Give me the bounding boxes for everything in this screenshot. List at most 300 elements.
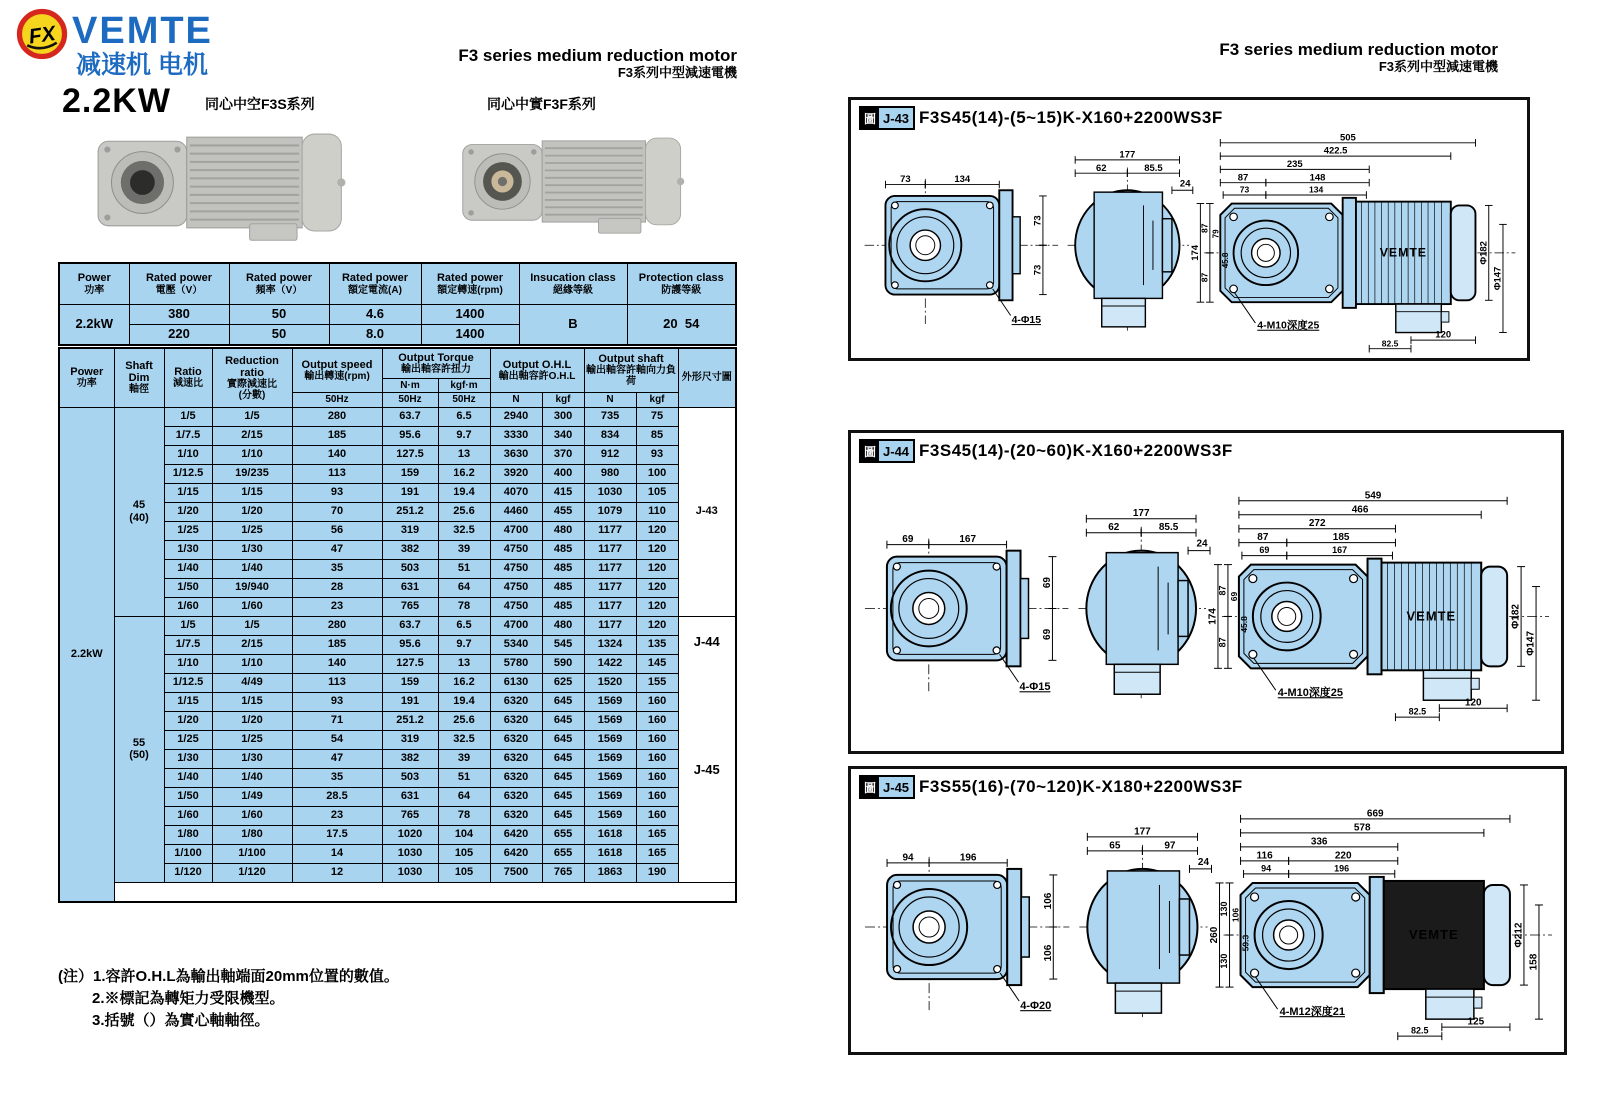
spec-cell: 1/80 [212,825,292,844]
col-shaft-n: N [584,392,636,407]
spec-cell: 35 [292,768,382,787]
dim-label: 422.5 [1323,145,1348,157]
dim-label: 106 [1042,944,1054,962]
spec-cell: 35 [292,559,382,578]
flange [999,190,1012,300]
drawing-title: F3S45(14)-(5~15)K-X160+2200WS3F [919,108,1223,127]
dim-label: Φ182 [1478,241,1490,265]
spec-cell: 415 [542,483,584,502]
dim-label: 82.5 [1408,706,1427,717]
product-photo-solid [460,124,700,243]
dim-label: 260 [1209,926,1221,944]
spec-cell: 1569 [584,692,636,711]
spec-cell: 13 [438,654,490,673]
spec-cell: 6320 [490,711,542,730]
spec-cell: 160 [636,711,678,730]
spec-cell: 1/5 [164,407,212,426]
logo-glyph: FX [27,22,57,49]
terminal-box [1426,989,1474,1019]
dim-label: 120 [1464,697,1482,709]
spec-filler-cell [114,882,736,902]
spec-cell: 78 [438,806,490,825]
spec-cell: 2/15 [212,635,292,654]
motor-flange [1370,877,1384,993]
spec-cell: 16.2 [438,673,490,692]
spec-cell: 39 [438,749,490,768]
spec-cell: 1/80 [164,825,212,844]
terminal-box [1396,304,1442,332]
spec-cell: 100 [636,464,678,483]
spec-cell: 28.5 [292,787,382,806]
spec-cell: 1/30 [164,540,212,559]
spec-cell: 1/40 [164,559,212,578]
rating-cell: 1400 [421,305,519,325]
spec-cell: 4750 [490,597,542,616]
spec-cell: 95.6 [382,635,438,654]
spec-cell: 4750 [490,559,542,578]
bolt-hole [994,881,1001,888]
drawing-panel-j44 [848,430,1564,754]
shaft-center [498,177,507,186]
badge-glyph: 圖 [861,777,879,797]
footnotes [58,966,488,1031]
tap-callout: 4-M10深度25 [1277,687,1343,700]
spec-cell: 1520 [584,673,636,692]
bolt-callout: 4-Φ20 [1020,1000,1052,1013]
spec-cell: 7500 [490,863,542,882]
spec-cell: 1177 [584,597,636,616]
spec-cell: 1/60 [212,806,292,825]
spec-cell: 625 [542,673,584,692]
spec-cell: 1/60 [164,597,212,616]
bolt-hole [468,149,474,155]
spec-cell: 645 [542,806,584,825]
terminal-box [1114,664,1160,694]
bolt-hole [993,563,1000,570]
spec-cell: 1177 [584,521,636,540]
spec-cell: 645 [542,787,584,806]
shaft-dim-cell: 45 (40) [114,407,164,616]
dim-label: Φ147 [1492,266,1504,291]
spec-cell: 503 [382,559,438,578]
spec-cell: 251.2 [382,711,438,730]
spec-cell: 127.5 [382,654,438,673]
dim-label: 177 [1132,508,1150,520]
dim-label: 177 [1134,826,1151,838]
col-ohl-kgf: kgf [542,392,584,407]
spec-cell: 160 [636,692,678,711]
dim-label: 45.8 [1238,616,1249,633]
spec-table-body [59,407,736,902]
drawing-j43-svg [857,128,1521,354]
page-header-right [1190,40,1498,74]
spec-cell: 1/15 [212,483,292,502]
spec-cell: 2940 [490,407,542,426]
outline-ref-bottom: J-45 [693,761,720,777]
spec-cell: 6320 [490,768,542,787]
spec-cell: 4460 [490,502,542,521]
spec-cell: 105 [636,483,678,502]
bolt-hole [1230,285,1238,293]
solid-shaft-motor-image [460,124,700,238]
spec-cell: 93 [292,692,382,711]
dim-label: 196 [959,852,977,864]
spec-cell: 319 [382,730,438,749]
badge-glyph: 圖 [861,108,879,128]
figure-badge [859,106,915,130]
spec-cell: 191 [382,692,438,711]
end-stud [677,178,684,185]
spec-cell: 1618 [584,825,636,844]
bolt-hole [894,881,901,888]
bolt-hole [1350,650,1358,658]
rating-cell: 8.0 [329,325,421,346]
spec-cell: 6420 [490,844,542,863]
spec-cell: 185 [292,426,382,445]
col-ratio: Ratio 減速比 [164,348,212,407]
spec-cell: 1020 [382,825,438,844]
ratings-row-380 [59,305,736,325]
spec-cell: 1/25 [212,521,292,540]
spec-cell: 980 [584,464,636,483]
spec-cell: 51 [438,768,490,787]
figure-badge [859,775,915,799]
spec-cell: 160 [636,806,678,825]
spec-cell: 1422 [584,654,636,673]
motor-end-cap [302,134,341,231]
spec-cell: 1/10 [212,445,292,464]
spec-cell: 1/120 [212,863,292,882]
dim-label: 62 [1095,162,1107,174]
bolt-hole [986,202,993,209]
spec-cell: 127.5 [382,445,438,464]
dim-label: 97 [1164,840,1176,852]
spec-cell: 113 [292,464,382,483]
spec-cell: 300 [542,407,584,426]
spec-cell: 12 [292,863,382,882]
dim-label: 177 [1119,149,1136,161]
spec-cell: 485 [542,559,584,578]
spec-cell: 71 [292,711,382,730]
col-output-speed: Output speed 輸出轉速(rpm) [292,348,382,392]
spec-cell: 1/25 [164,521,212,540]
spec-cell: 70 [292,502,382,521]
ratings-table [58,262,737,346]
bolt-hole [174,146,180,152]
spec-cell: 370 [542,445,584,464]
col-nm-50hz: 50Hz [382,392,438,407]
spec-cell: 645 [542,692,584,711]
spec-cell: 485 [542,597,584,616]
drawing-j44-svg [857,461,1555,747]
spec-cell: 9.7 [438,426,490,445]
spec-cell: 56 [292,521,382,540]
dim-label: 82.5 [1381,338,1399,349]
badge-code: J-44 [879,441,913,461]
spec-cell: 1/5 [212,407,292,426]
spec-cell: 1079 [584,502,636,521]
spec-cell: 503 [382,768,438,787]
spec-cell: 160 [636,768,678,787]
spec-cell: 1/50 [164,787,212,806]
dim-label: 82.5 [1411,1025,1429,1036]
spec-cell: 23 [292,806,382,825]
spec-cell: 645 [542,768,584,787]
motor-end-cap [1451,205,1476,300]
flange [1007,869,1021,985]
motor-body [542,141,645,222]
spec-cell: 1569 [584,787,636,806]
badge-code: J-43 [879,108,913,128]
note-line-3: 3.括號（）為實心軸軸徑。 [92,1011,270,1029]
terminal-box [1102,298,1146,326]
spec-cell: 251.2 [382,502,438,521]
spec-cell: 1/15 [164,692,212,711]
dim-label: Φ147 [1525,630,1537,656]
spec-cell: 1/25 [212,730,292,749]
dim-label: 158 [1528,953,1540,971]
spec-cell: 120 [636,559,678,578]
spec-table [58,347,737,903]
bolt-hole [892,282,899,289]
col-reduction: Reduction ratio 實際減速比 (分數) [212,348,292,407]
dim-label: 87 [1199,272,1210,283]
dim-label: 59.3 [1240,934,1251,952]
gearcase [1239,565,1368,669]
spec-cell: 1/30 [212,749,292,768]
spec-cell: 16.2 [438,464,490,483]
dim-label: 69 [902,534,914,546]
assembly-view [1209,808,1552,1040]
spec-cell: 19/235 [212,464,292,483]
spec-cell: 23 [292,597,382,616]
spec-cell: 340 [542,426,584,445]
spec-cell: 319 [382,521,438,540]
dim-label: 73 [1032,264,1044,276]
spec-cell: 165 [636,825,678,844]
spec-cell: 1177 [584,616,636,635]
dim-label: 196 [1334,863,1350,874]
spec-cell: 160 [636,730,678,749]
drawing-j45-svg [857,797,1558,1048]
col-frequency: Rated power 頻率（V） [229,263,329,305]
spec-cell: 113 [292,673,382,692]
col-shaft-kgf: kgf [636,392,678,407]
motor-flange [1343,198,1356,308]
col-speed: Rated power 額定轉速(rpm) [421,263,519,305]
cable-gland [1471,678,1479,689]
spec-filler-row [59,882,736,902]
dim-label: 134 [954,174,971,186]
gearcase [887,557,1007,661]
spec-cell: 1/100 [164,844,212,863]
dim-label: 87 [1257,532,1269,544]
spec-cell: 1/40 [164,768,212,787]
spec-cell: 120 [636,616,678,635]
bolt-callout: 4-Φ15 [1019,681,1051,694]
col-voltage: Rated power 電壓（V） [129,263,229,305]
col-ohl-n: N [490,392,542,407]
spec-cell: 85 [636,426,678,445]
terminal-box [598,218,640,233]
spec-header-row1 [59,348,736,378]
dim-label: 578 [1353,822,1371,834]
bolt-hole [1249,650,1257,658]
spec-cell: 78 [438,597,490,616]
spec-cell: 1/100 [212,844,292,863]
rating-cell: 50 [229,325,329,346]
spec-power-cell: 2.2kW [59,407,114,902]
spec-cell: 1/10 [212,654,292,673]
col-output-ohl: Output O.H.L 輸出軸容許O.H.L [490,348,584,392]
spec-cell: 104 [438,825,490,844]
spec-cell: 1/49 [212,787,292,806]
spec-cell: 1/30 [164,749,212,768]
spec-cell: 645 [542,730,584,749]
front-view [865,534,1068,693]
spec-cell: 1/12.5 [164,673,212,692]
spec-cell: 1/5 [212,616,292,635]
spec-cell: 1/7.5 [164,635,212,654]
spec-cell: 120 [636,540,678,559]
spec-cell: 120 [636,597,678,616]
col-power: Power 功率 [59,263,129,305]
page-header-center [437,46,737,80]
bolt-hole [468,210,474,216]
spec-cell: 655 [542,844,584,863]
spec-cell: 1/60 [212,597,292,616]
dim-label: 167 [1332,545,1348,556]
spec-cell: 735 [584,407,636,426]
spec-cell: 1030 [382,863,438,882]
bolt-hole [1251,893,1259,901]
spec-cell: 1/7.5 [164,426,212,445]
spec-cell: 1/15 [164,483,212,502]
dim-label: 94 [1261,863,1272,874]
panel-title-j45 [859,775,1243,799]
bolt-callout: 4-Φ15 [1011,315,1042,327]
bolt-hole [1230,213,1238,221]
spec-cell: 765 [542,863,584,882]
spec-cell: 655 [542,825,584,844]
spec-cell: 17.5 [292,825,382,844]
spec-cell: 160 [636,749,678,768]
spec-cell: 6320 [490,806,542,825]
spec-cell: 485 [542,578,584,597]
spec-cell: 155 [636,673,678,692]
panel-title-j44 [859,439,1233,463]
bolt-hole [1326,285,1334,293]
spec-cell: 4700 [490,616,542,635]
shaft-dim: 24 [1179,178,1191,190]
bolt-hole [1352,969,1360,977]
dim-label: 87 [1199,223,1210,233]
product-photo-hollow [95,122,363,247]
gearcase [887,875,1007,979]
page-title-zh-2: F3系列中型減速電機 [1378,58,1498,74]
drawing-title: F3S45(14)-(20~60)K-X160+2200WS3F [919,441,1233,460]
dim-label: 85.5 [1158,522,1179,534]
dim-label: 167 [959,534,977,546]
dim-label: 69 [1041,577,1053,589]
dim-label: 130 [1219,901,1230,917]
dim-label: Φ212 [1513,922,1525,948]
spec-cell: 3330 [490,426,542,445]
page-title-en-2: F3 series medium reduction motor [1219,40,1498,59]
dim-label: 69 [1259,545,1270,556]
brand-name: VEMTE [72,10,213,52]
bolt-hole [1352,893,1360,901]
spec-cell: 159 [382,673,438,692]
page-title-zh: F3系列中型減速電機 [617,64,737,80]
spec-cell: 280 [292,616,382,635]
spec-cell: 631 [382,578,438,597]
spec-cell: 32.5 [438,521,490,540]
rating-cell: 220 [129,325,229,346]
spec-cell: 51 [438,559,490,578]
front-view [865,852,1069,1012]
spec-cell: 28 [292,578,382,597]
tap-callout: 4-M10深度25 [1257,320,1320,332]
terminal-box [1423,670,1471,700]
spec-cell: 64 [438,787,490,806]
col-protection: Protection class 防護等級 [627,263,736,305]
spec-cell: 1/20 [164,502,212,521]
outline-ref-cell [678,616,736,882]
col-power: Power 功率 [59,348,114,407]
front-view [865,174,1059,326]
cable-gland [1474,997,1482,1008]
spec-cell: 75 [636,407,678,426]
power-title: 2.2KW [62,82,171,120]
motor-flange [1368,559,1382,675]
drawing-panel-j45 [848,766,1567,1055]
dim-label: 125 [1467,1016,1485,1028]
motor-brand-label: VEMTE [1408,927,1459,943]
gearcase [885,196,999,295]
hollow-bore [130,170,155,195]
spec-cell: 4750 [490,540,542,559]
rating-insulation: B [519,305,627,346]
col-shaft-dim: Shaft Dim 軸徑 [114,348,164,407]
dim-label: 174 [1207,608,1219,625]
spec-cell: 480 [542,521,584,540]
dim-label: 69 [1228,591,1239,602]
dim-label: 272 [1308,518,1326,530]
spec-cell: 140 [292,654,382,673]
hollow-shaft-motor-image [95,122,363,242]
terminal-box [1115,983,1161,1013]
spec-cell: 400 [542,464,584,483]
badge-code: J-45 [879,777,913,797]
badge-glyph: 圖 [861,441,879,461]
spec-cell: 140 [292,445,382,464]
spec-cell: 645 [542,711,584,730]
bolt-hole [892,202,899,209]
spec-cell: 3920 [490,464,542,483]
dim-label: 235 [1286,159,1303,171]
note-line-2: 2.※標記為轉矩力受限機型。 [92,989,285,1007]
col-output-shaft: Output shaft 輸出軸容許軸向力負荷 [584,348,678,392]
ratings-header-row [59,263,736,305]
shaft-dim: 24 [1197,856,1210,868]
dim-label: 73 [1239,184,1250,195]
bolt-hole [994,966,1001,973]
dim-label: 130 [1219,953,1230,969]
drawing-panel-j43 [848,97,1530,361]
spec-cell: 1569 [584,711,636,730]
spec-cell: 25.6 [438,711,490,730]
